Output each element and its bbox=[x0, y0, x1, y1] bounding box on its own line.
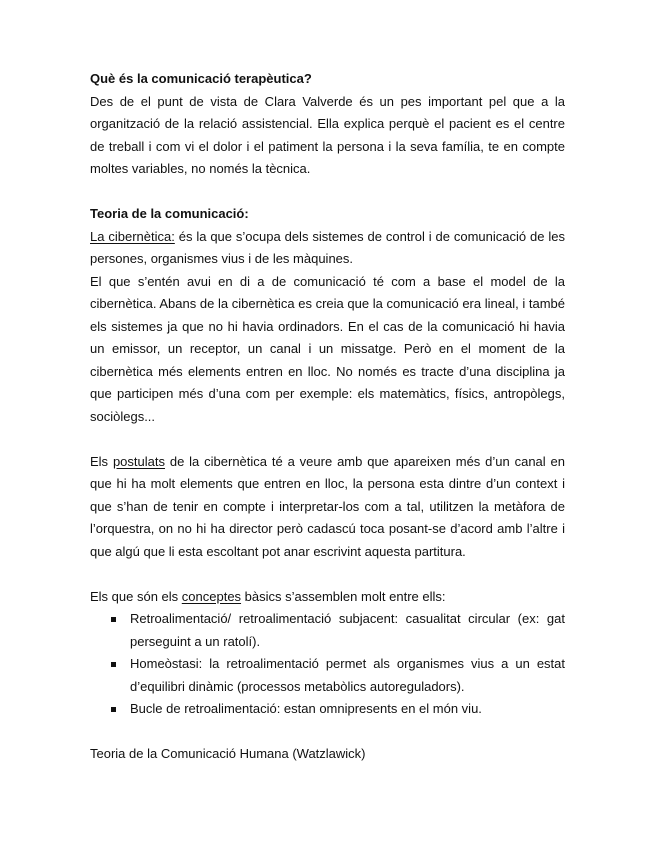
concepts-pre-text: Els que són els bbox=[90, 588, 182, 604]
list-item-text: Bucle de retroalimentació: estan omnipresents en el món viu. bbox=[130, 701, 482, 716]
term-postulates: postulats bbox=[112, 453, 165, 469]
spacer bbox=[90, 721, 565, 744]
concepts-list bbox=[90, 608, 565, 721]
term-concepts: conceptes bbox=[181, 588, 242, 604]
list-item bbox=[90, 653, 565, 698]
postulates-text: de la cibernètica té a veure amb que apareixen més d’un canal en que hi ha molt elements que entren en lloc, la persona esta dintre d’un context i que s’han de tenir en compte i interpretar-los com a tal, utilitzen la metàfora de l’orquestra, on no hi ha director però cadascú toca posant-se d’acord amb l’altre i que algú que li esta escoltant pot anar escrivint aquesta partitura. bbox=[90, 453, 566, 559]
list-item bbox=[90, 608, 565, 653]
square-bullet-icon bbox=[111, 617, 116, 622]
list-item-text: Retroalimentació/ retroalimentació subjacent: casualitat circular (ex: gat perseguint a un ratolí). bbox=[130, 611, 565, 649]
section-heading-therapeutic-communication: Què és la comunicació terapèutica? bbox=[90, 71, 312, 86]
spacer bbox=[90, 428, 565, 451]
concepts-post-text: bàsics s’assemblen molt entre ells: bbox=[241, 588, 446, 604]
list-item-text: Homeòstasi: la retroalimentació permet als organismes vius a un estat d’equilibri dinàmic (processos metabòlics autoreguladors). bbox=[130, 656, 565, 694]
list-item bbox=[90, 698, 565, 721]
paragraph-clara-valverde: Des de el punt de vista de Clara Valverde és un pes important pel que a la organització de la relació assistencial. Ella explica perquè el pacient es el centre de treball i com vi el dolor i el patiment la persona i la seva família, te en compte moltes variables, no només la tècnica. bbox=[90, 93, 565, 176]
spacer bbox=[90, 181, 565, 204]
square-bullet-icon bbox=[111, 662, 116, 667]
postulates-pre-text: Els bbox=[90, 453, 113, 469]
paragraph-postulates bbox=[90, 451, 565, 564]
paragraph-cybernetics-model: El que s’entén avui en di a de comunicació té com a base el model de la cibernètica. Abans de la cibernètica es creia que la comunicació era lineal, i també els sistemes ja que no hi havia ordinadors. En el cas de la comunicació hi havia un emissor, un receptor, un canal i un missatge. Però en el moment de la cibernètica més elements entren en lloc. No només es tracte d’una disciplina ja que participen més d’una com per exemple: els matemàtics, físics, antropòlegs, sociòlegs... bbox=[90, 273, 565, 424]
square-bullet-icon bbox=[111, 707, 116, 712]
closing-line-watzlawick: Teoria de la Comunicació Humana (Watzlawick) bbox=[90, 746, 366, 761]
paragraph-concepts-intro bbox=[90, 586, 565, 609]
document-page bbox=[90, 68, 565, 766]
spacer bbox=[90, 563, 565, 586]
term-cybernetics: La cibernètica: bbox=[90, 228, 175, 244]
paragraph-cybernetics-definition bbox=[90, 226, 565, 271]
cybernetics-definition-text: és la que s’ocupa dels sistemes de control i de comunicació de les persones, organismes vius i de les màquines. bbox=[90, 228, 565, 266]
section-heading-communication-theory: Teoria de la comunicació: bbox=[90, 206, 249, 221]
